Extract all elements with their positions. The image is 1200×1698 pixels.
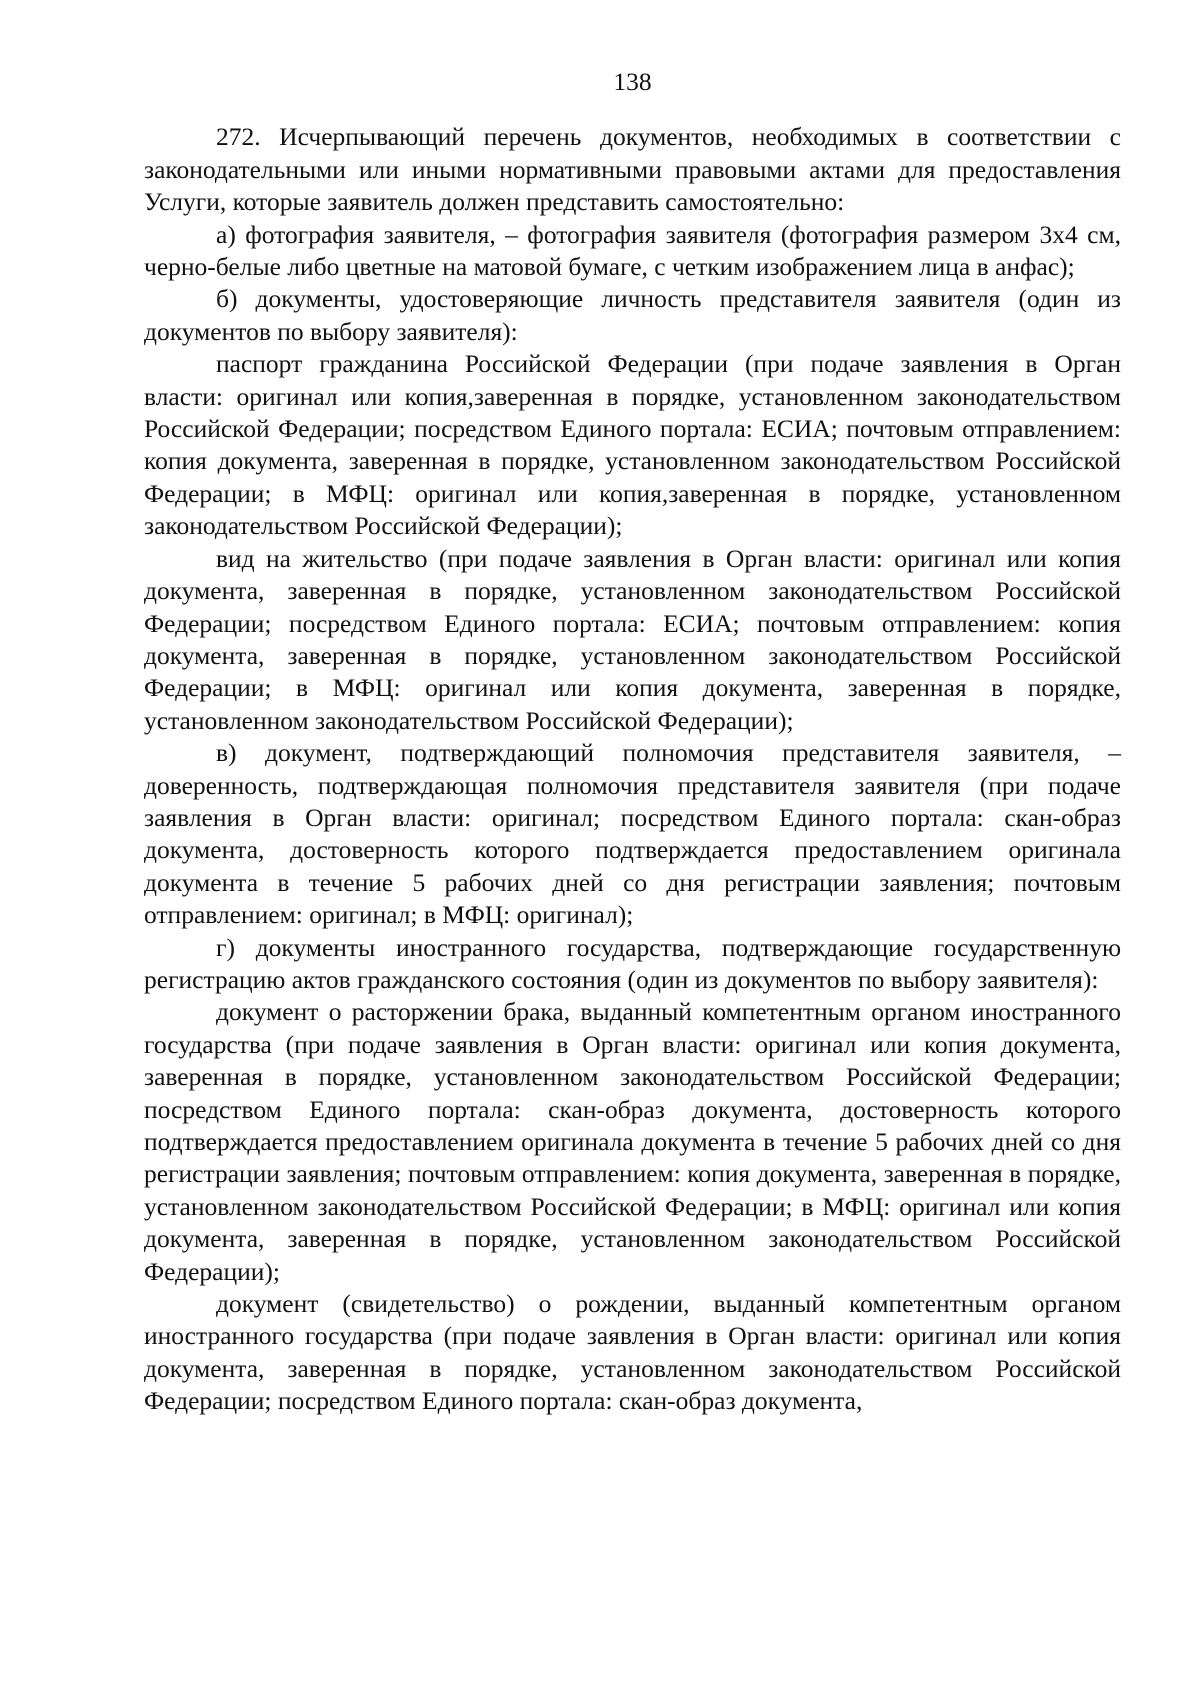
- paragraph-272-intro: 272. Исчерпывающий перечень документов, необходимых в соответствии с законодательными или иными нормативными правовыми актами для предоставления Услуги, которые заявитель должен представить самостоятельно:: [144, 122, 1121, 217]
- paragraph-residence-permit: вид на жительство (при подаче заявления в Орган власти: оригинал или копия документа, заверенная в порядке, установленном законодательством Российской Федерации; посредством Единого портала: ЕСИА; почтовым отправлением: копия документа, заверенная в порядке, установленном законодательством Российской Федерации; в МФЦ: оригинал или копия документа, заверенная в порядке, установленном законодательством Российской Федерации);: [144, 543, 1121, 735]
- page-number: 138: [613, 67, 652, 96]
- document-page: [144, 66, 1121, 1418]
- paragraph-passport: паспорт гражданина Российской Федерации (при подаче заявления в Орган власти: оригинал или копия,заверенная в порядке, установленном законодательством Российской Федерации; посредством Единого портала: ЕСИА; почтовым отправлением: копия документа, заверенная в порядке, установленном законодательством Российской Федерации; в МФЦ: оригинал или копия,заверенная в порядке, установленном законодательством Российской Федерации);: [144, 349, 1121, 541]
- paragraph-item-b-identity: б) документы, удостоверяющие личность представителя заявителя (один из документов по выбору заявителя):: [144, 284, 1121, 346]
- paragraph-item-v-power-of-attorney: в) документ, подтверждающий полномочия представителя заявителя, – доверенность, подтверждающая полномочия представителя заявителя (при подаче заявления в Орган власти: оригинал; посредством Единого портала: скан-образ документа, достоверность которого подтверждается предоставлением оригинала документа в течение 5 рабочих дней со дня регистрации заявления; почтовым отправлением: оригинал; в МФЦ: оригинал);: [144, 738, 1121, 930]
- paragraph-item-g-foreign-documents: г) документы иностранного государства, подтверждающие государственную регистрацию актов гражданского состояния (один из документов по выбору заявителя):: [144, 932, 1121, 994]
- paragraph-item-a-photo: а) фотография заявителя, – фотография заявителя (фотография размером 3x4 см, черно-белые либо цветные на матовой бумаге, с четким изображением лица в анфас);: [144, 219, 1121, 282]
- paragraph-divorce-document: документ о расторжении брака, выданный компетентным органом иностранного государства (при подаче заявления в Орган власти: оригинал или копия документа, заверенная в порядке, установленном законодательством Российской Федерации; посредством Единого портала: скан-образ документа, достоверность которого подтверждается предоставлением оригинала документа в течение 5 рабочих дней со дня регистрации заявления; почтовым отправлением: копия документа, заверенная в порядке, установленном законодательством Российской Федерации; в МФЦ: оригинал или копия документа, заверенная в порядке, установленном законодательством Российской Федерации);: [144, 997, 1121, 1286]
- paragraph-birth-certificate: документ (свидетельство) о рождении, выданный компетентным органом иностранного государства (при подаче заявления в Орган власти: оригинал или копия документа, заверенная в порядке, установленном законодательством Российской Федерации; посредством Единого портала: скан-образ документа,: [144, 1289, 1121, 1416]
